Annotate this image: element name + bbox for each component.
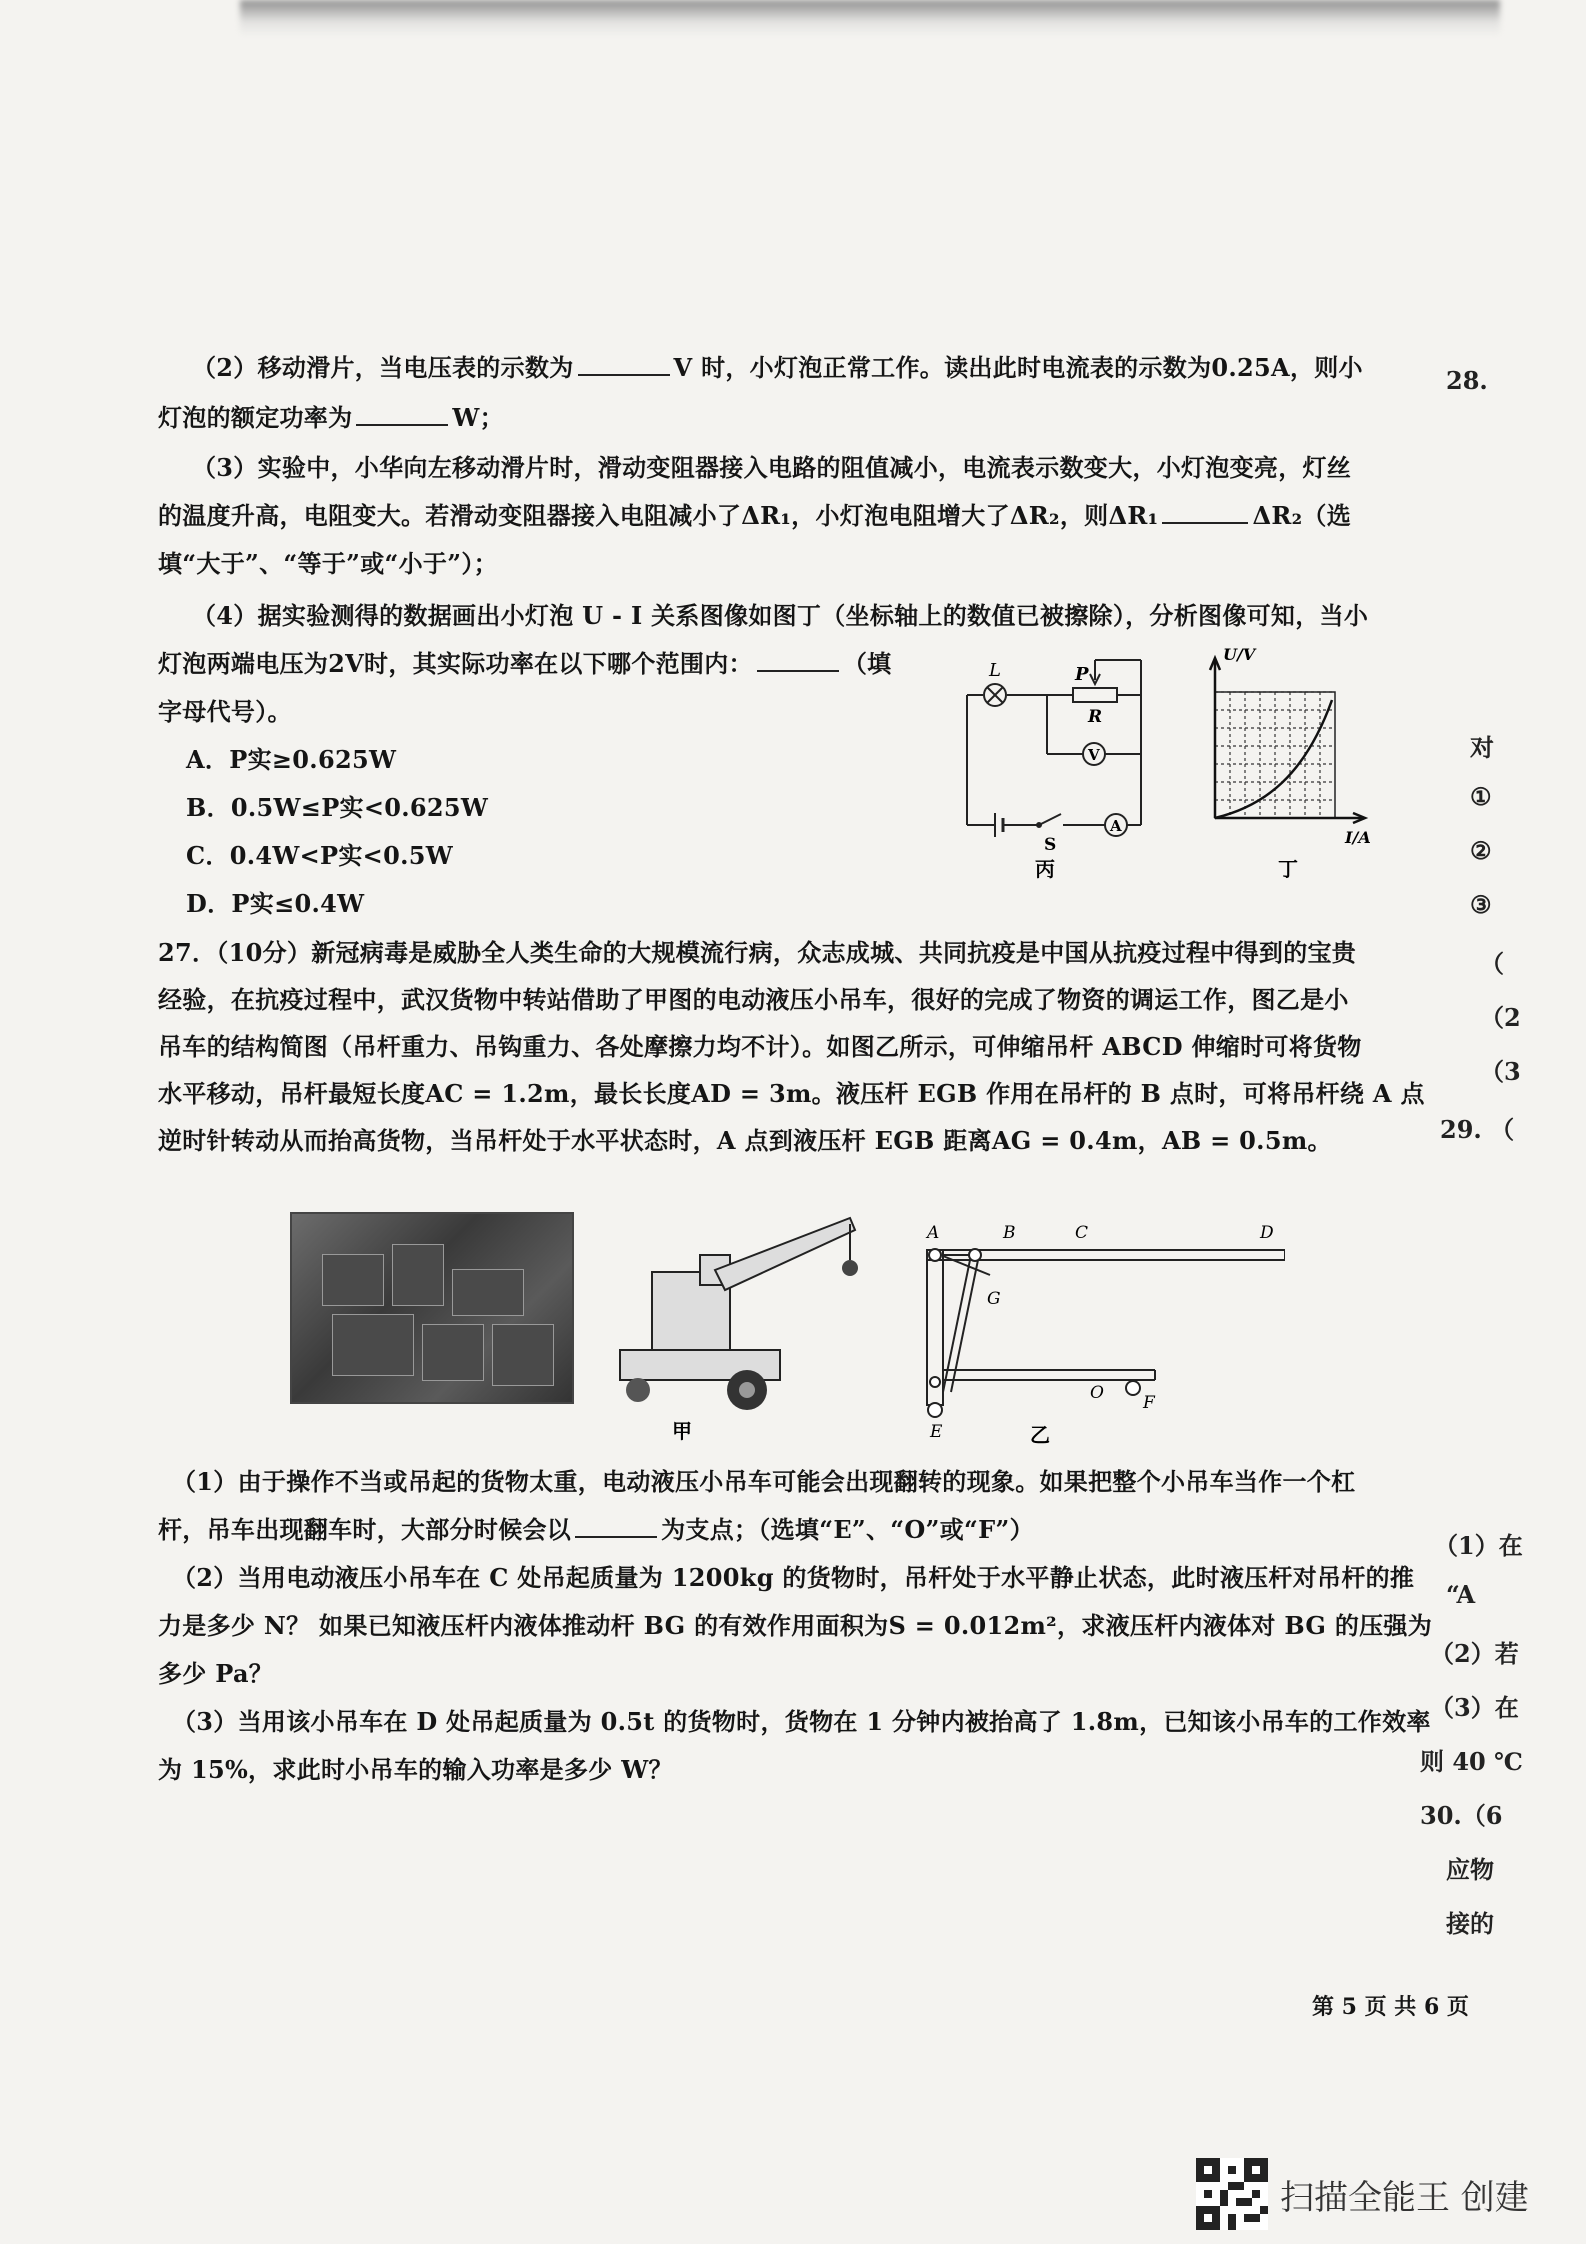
axis-label-i: I/A: [1345, 828, 1371, 847]
crane-structure-yi: [915, 1220, 1285, 1450]
answer-blank[interactable]: [578, 352, 670, 376]
margin-text: ②: [1470, 836, 1492, 865]
answer-blank[interactable]: [356, 402, 448, 426]
q26-part3-line3: 填“大于”、“等于”或“小于”）；: [158, 549, 498, 578]
circuit-diagram-bing: [955, 650, 1165, 885]
q27-sub3-line1: （3）当用该小吊车在 D 处吊起质量为 0.5t 的货物时，货物在 1 分钟内被抬高了 1.8m，已知该小吊车的工作效率: [172, 1707, 1431, 1736]
label-d: D: [1260, 1223, 1274, 1243]
option-d[interactable]: D．P实≤0.4W: [186, 889, 365, 918]
q27-sub1-line1: （1）由于操作不当或吊起的货物太重，电动液压小吊车可能会出现翻转的现象。如果把整个小吊车当作一个杠: [172, 1467, 1356, 1496]
ui-graph-ding: [1195, 640, 1385, 885]
margin-text: 30.（6: [1420, 1801, 1503, 1830]
q26-part2-line1: （2）移动滑片，当电压表的示数为 V 时，小灯泡正常工作。读出此时电流表的示数为0.25A，则小: [192, 353, 1363, 382]
label-b: B: [1003, 1223, 1016, 1243]
label-g: G: [987, 1289, 1001, 1309]
margin-text: ③: [1470, 890, 1492, 919]
margin-text: （1）在: [1434, 1531, 1523, 1560]
margin-text: （3: [1480, 1057, 1521, 1086]
q26-part4-line2: 灯泡两端电压为2V时，其实际功率在以下哪个范围内： （填: [158, 649, 892, 678]
page-number: 第 5 页 共 6 页: [1312, 1994, 1469, 2020]
figure-caption-ding: 丁: [1278, 857, 1298, 881]
margin-text: 29. （: [1440, 1115, 1515, 1144]
q26-part4-line1: （4）据实验测得的数据画出小灯泡 U - I 关系图像如图丁（坐标轴上的数值已被擦除），分析图像可知，当小: [192, 601, 1369, 630]
q26-part2-line2: 灯泡的额定功率为 W；: [158, 403, 504, 432]
warehouse-photo: [290, 1212, 574, 1404]
scan-shadow: [240, 0, 1500, 36]
margin-text: （2: [1480, 1003, 1521, 1032]
q27-line2: 经验，在抗疫过程中，武汉货物中转站借助了甲图的电动液压小吊车，很好的完成了物资的调运工作，图乙是小: [158, 985, 1349, 1014]
q27-sub3-line2: 为 15%，求此时小吊车的输入功率是多少 W？: [158, 1755, 673, 1784]
margin-text: 应物: [1446, 1855, 1494, 1884]
label-f: F: [1143, 1393, 1155, 1413]
voltmeter-label: V: [1088, 746, 1100, 764]
label-switch: S: [1044, 835, 1057, 855]
ammeter-label: A: [1110, 817, 1122, 835]
q26-part4-line3: 字母代号）。: [158, 697, 292, 726]
q26-part3-line2: 的温度升高，电阻变大。若滑动变阻器接入电阻减小了ΔR₁，小灯泡电阻增大了ΔR₂，则ΔR₁ ΔR₂（选: [158, 501, 1352, 530]
q27-line5: 逆时针转动从而抬高货物，当吊杆处于水平状态时，A 点到液压杆 EGB 距离AG = 0.4m，AB = 0.5m。: [158, 1126, 1332, 1155]
option-b[interactable]: B．0.5W≤P实<0.625W: [186, 793, 489, 822]
margin-text: （: [1480, 949, 1504, 978]
q27-line1: 27．（10分）新冠病毒是威胁全人类生命的大规模流行病，众志成城、共同抗疫是中国从抗疫过程中得到的宝贵: [158, 938, 1357, 967]
figure-caption-jia: 甲: [672, 1419, 692, 1443]
q27-sub2-line2: 力是多少 N？ 如果已知液压杆内液体推动杆 BG 的有效作用面积为S = 0.012m²，求液压杆内液体对 BG 的压强为: [158, 1611, 1433, 1640]
margin-text: 对: [1470, 733, 1494, 762]
label-o: O: [1090, 1383, 1104, 1403]
margin-text: ①: [1470, 782, 1492, 811]
q27-line3: 吊车的结构简图（吊杆重力、吊钩重力、各处摩擦力均不计）。如图乙所示，可伸缩吊杆 ABCD 伸缩时可将货物: [158, 1032, 1362, 1061]
qr-code-icon: [1196, 2158, 1268, 2230]
margin-text: 28.: [1446, 366, 1488, 395]
figure-caption-yi: 乙: [1030, 1423, 1050, 1447]
crane-drawing-jia: [600, 1200, 870, 1445]
margin-text: （2）若: [1430, 1639, 1519, 1668]
axis-label-u: U/V: [1223, 645, 1256, 664]
scanner-watermark: 扫描全能王 创建: [1280, 2178, 1529, 2218]
label-e: E: [930, 1422, 943, 1442]
answer-blank[interactable]: [1162, 500, 1248, 524]
margin-text: 则 40 ℃: [1420, 1747, 1523, 1776]
margin-text: 接的: [1446, 1909, 1494, 1938]
option-c[interactable]: C．0.4W<P实<0.5W: [186, 841, 453, 870]
margin-text: （3）在: [1430, 1693, 1519, 1722]
q26-part3-line1: （3）实验中，小华向左移动滑片时，滑动变阻器接入电路的阻值减小，电流表示数变大，小灯泡变亮，灯丝: [192, 453, 1352, 482]
label-a: A: [927, 1223, 940, 1243]
q27-sub2-line3: 多少 Pa？: [158, 1659, 274, 1688]
answer-blank[interactable]: [757, 648, 839, 672]
figure-caption-bing: 丙: [1035, 857, 1055, 881]
label-slider: P: [1075, 664, 1089, 685]
answer-blank[interactable]: [575, 1514, 657, 1538]
q27-sub2-line1: （2）当用电动液压小吊车在 C 处吊起质量为 1200kg 的货物时，吊杆处于水平静止状态，此时液压杆对吊杆的推: [172, 1563, 1415, 1592]
margin-text: “A: [1446, 1580, 1476, 1609]
label-rheostat: R: [1088, 707, 1103, 727]
q27-sub1-line2: 杆，吊车出现翻车时，大部分时候会以 为支点；（选填“E”、“O”或“F”）: [158, 1515, 1034, 1544]
option-a[interactable]: A．P实≥0.625W: [186, 745, 397, 774]
label-lamp: L: [989, 660, 1001, 681]
q27-line4: 水平移动，吊杆最短长度AC = 1.2m，最长长度AD = 3m。液压杆 EGB 作用在吊杆的 B 点时，可将吊杆绕 A 点: [158, 1079, 1425, 1108]
label-c: C: [1075, 1223, 1089, 1243]
